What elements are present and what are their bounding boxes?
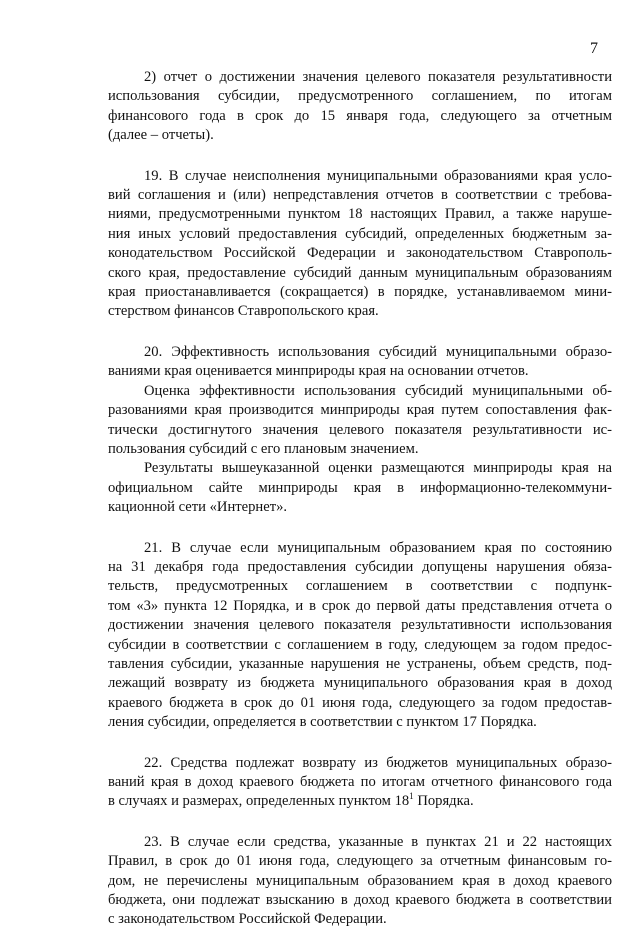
document-body xyxy=(108,68,612,930)
text-line: Результаты вышеуказанной оценки размещаются минприроды края на xyxy=(144,460,612,477)
text-line: на 31 декабря года предоставления субсидии допущены нарушения обяза- xyxy=(108,558,612,575)
paragraph-18-2 xyxy=(108,68,612,146)
text-line: тавления субсидии, указанные нарушения не устранены, объем средств, под- xyxy=(108,655,612,672)
text-line: ваний края в доход краевого бюджета по итогам отчетного финансового года xyxy=(108,774,612,790)
text-line: разованиями края производится минприроды края путем сопоставления фак- xyxy=(108,402,612,419)
text-line: кационной сети «Интернет». xyxy=(108,499,288,516)
paragraph-19 xyxy=(108,167,612,322)
text-line: 23. В случае если средства, указанные в пунктах 21 и 22 настоящих xyxy=(144,833,612,850)
text-line: использования субсидии, предусмотренного соглашением, по итогам xyxy=(108,88,612,105)
paragraph-23 xyxy=(108,833,612,930)
text-line: достижении значения целевого показателя результативности использования xyxy=(108,617,612,634)
text-line: том «3» пункта 12 Порядка, и в срок до первой даты представления отчета о xyxy=(108,597,612,614)
text-line: края приостанавливается (сокращается) в порядке, устанавливаемом мини- xyxy=(108,284,612,301)
text-line: краевого бюджета в срок до 01 июня года, следующего за годом предостав- xyxy=(108,694,612,711)
text-line: официальном сайте минприроды края в информационно-телекоммуни- xyxy=(108,479,612,496)
text-line: вий соглашения и (или) непредставления отчетов в соответствии с требова- xyxy=(108,187,612,204)
text-line: (далее – отчеты). xyxy=(108,127,214,144)
text-line: Правил, в срок до 01 июня года, следующего за отчетным финансовым го- xyxy=(108,853,612,870)
text-line: 2) отчет о достижении значения целевого показателя результативности xyxy=(144,69,612,85)
text-line: пользования субсидий с его плановым значением. xyxy=(108,440,419,457)
text-segment: Порядка. xyxy=(413,793,474,810)
text-line: Оценка эффективности использования субсидий муниципальными об- xyxy=(144,382,612,399)
paragraph-20 xyxy=(108,343,612,518)
text-line: 19. В случае неисполнения муниципальными образованиями края усло- xyxy=(144,167,612,184)
paragraph-21 xyxy=(108,539,612,733)
text-line: стерством финансов Ставропольского края. xyxy=(108,303,379,320)
text-segment: в случаях и размерах, определенных пунктом 18 xyxy=(108,793,410,810)
paragraph-22 xyxy=(108,754,612,812)
text-line: бюджета, они подлежат взысканию в доход краевого бюджета в соответствии xyxy=(108,892,612,909)
text-line: финансового года в срок до 15 января года, следующего за отчетным xyxy=(108,107,612,124)
text-line: 22. Средства подлежат возврату из бюджетов муниципальных образо- xyxy=(144,754,612,771)
text-line: тически достигнутого значения целевого показателя результативности ис- xyxy=(108,421,612,438)
text-line: конодательством Российской Федерации и законодательством Ставрополь- xyxy=(108,245,612,262)
text-line: ского края, предоставление субсидий данным муниципальным образованиям xyxy=(108,264,612,281)
text-line: субсидии в соответствии с соглашением в году, следующем за годом предос- xyxy=(108,636,612,653)
text-line: ваниями края оценивается минприроды края на основании отчетов. xyxy=(108,363,529,380)
text-line: дом, не перечислены муниципальным образованием края в доход краевого xyxy=(108,872,612,889)
text-line: ниями, предусмотренными пунктом 18 настоящих Правил, а также наруше- xyxy=(108,206,612,223)
text-line: тельств, предусмотренных соглашением в соответствии с подпунк- xyxy=(108,578,612,595)
page-number: 7 xyxy=(590,40,598,57)
text-line: с законодательством Российской Федерации. xyxy=(108,911,387,928)
text-line: лежащий возврату из бюджета муниципального образования края в доход xyxy=(108,675,612,692)
text-line: ления субсидии, определяется в соответствии с пунктом 17 Порядка. xyxy=(108,714,537,731)
text-line-with-footnote xyxy=(108,792,612,811)
superscript-footnote: 1 xyxy=(409,791,414,802)
text-line: 21. В случае если муниципальным образованием края по состоянию xyxy=(144,539,612,556)
text-line: 20. Эффективность использования субсидий муниципальными образо- xyxy=(144,343,612,360)
text-line: ния иных условий предоставления субсидий, определенных бюджетным за- xyxy=(108,225,612,242)
